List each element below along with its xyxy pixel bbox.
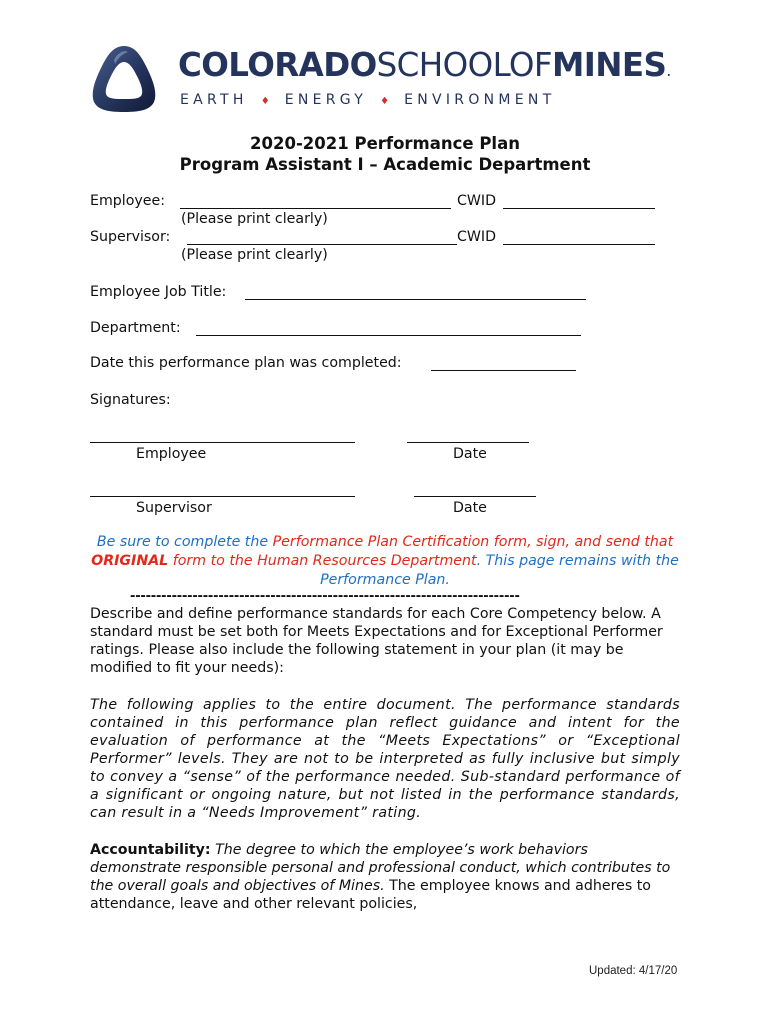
date-caption: Date bbox=[453, 500, 487, 516]
date-caption: Date bbox=[453, 446, 487, 462]
colorado-school-of-mines-logo bbox=[88, 44, 688, 114]
drop-icon: ♦ bbox=[380, 96, 390, 107]
job-title-label: Employee Job Title: bbox=[90, 284, 227, 300]
instructions-paragraph: Describe and define performance standards for each Core Competency below. A standard must be set both for Meets Expectations and for Exceptional Performer ratings. Please also include the following statement in your plan (it may be modified to fit your needs): bbox=[90, 606, 663, 676]
date-completed-label: Date this performance plan was completed: bbox=[90, 355, 402, 371]
job-title-field[interactable] bbox=[245, 299, 586, 300]
certification-notice: Be sure to complete the Performance Plan Certification form, sign, and send that ORIGINAL form to the Human Resources Department. This page remains with the Performance Plan. bbox=[91, 534, 679, 588]
supervisor-cwid-field[interactable] bbox=[503, 244, 655, 245]
department-label: Department: bbox=[90, 320, 181, 336]
print-note: (Please print clearly) bbox=[181, 247, 328, 263]
accountability-heading: Accountability: bbox=[90, 842, 211, 858]
employee-label: Employee: bbox=[90, 193, 166, 209]
signatures-label: Signatures: bbox=[90, 392, 171, 408]
logo-wordmark: COLORADOSCHOOLOFMINES. bbox=[178, 46, 671, 84]
cwid-label: CWID bbox=[457, 229, 497, 245]
supervisor-label: Supervisor: bbox=[90, 229, 171, 245]
employee-cwid-field[interactable] bbox=[503, 208, 655, 209]
document-title: 2020-2021 Performance Plan bbox=[250, 134, 520, 153]
employee-signature-caption: Employee bbox=[136, 446, 207, 462]
employee-name-field[interactable] bbox=[180, 208, 451, 209]
divider: --------------------------------------------------------------------------- bbox=[130, 589, 520, 604]
accountability-paragraph: Accountability: The degree to which the employee’s work behaviors demonstrate responsible personal and professional conduct, which contributes to the overall goals and objectives of Mines. The employee knows and adheres to attendance, leave and other relevant policies, bbox=[90, 842, 671, 912]
mines-triangle-logo-icon bbox=[88, 44, 160, 114]
document-subtitle: Program Assistant I – Academic Department bbox=[179, 155, 591, 174]
employee-signature-date-field[interactable] bbox=[407, 442, 529, 443]
supervisor-name-field[interactable] bbox=[187, 244, 457, 245]
drop-icon: ♦ bbox=[260, 96, 270, 107]
employee-signature-field[interactable] bbox=[90, 442, 355, 443]
cwid-label: CWID bbox=[457, 193, 497, 209]
department-field[interactable] bbox=[196, 335, 581, 336]
supervisor-signature-field[interactable] bbox=[90, 496, 355, 497]
supervisor-signature-caption: Supervisor bbox=[136, 500, 212, 516]
performance-statement: The following applies to the entire document. The performance standards contained in this performance plan reflect guidance and intent for the evaluation of performance at the “Meets Expectations” or “Exceptional Performer” levels. They are not to be interpreted as fully inclusive but simply to convey a “sense” of the performance needed. Sub-standard performance of a significant or ongoing nature, but not listed in the performance standards, can result in a “Needs Improvement” rating. bbox=[90, 697, 680, 821]
supervisor-signature-date-field[interactable] bbox=[414, 496, 536, 497]
updated-date: Updated: 4/17/20 bbox=[589, 965, 678, 977]
date-completed-field[interactable] bbox=[431, 370, 576, 371]
logo-tagline: EARTH ♦ ENERGY ♦ ENVIRONMENT bbox=[180, 92, 556, 108]
print-note: (Please print clearly) bbox=[181, 211, 328, 227]
